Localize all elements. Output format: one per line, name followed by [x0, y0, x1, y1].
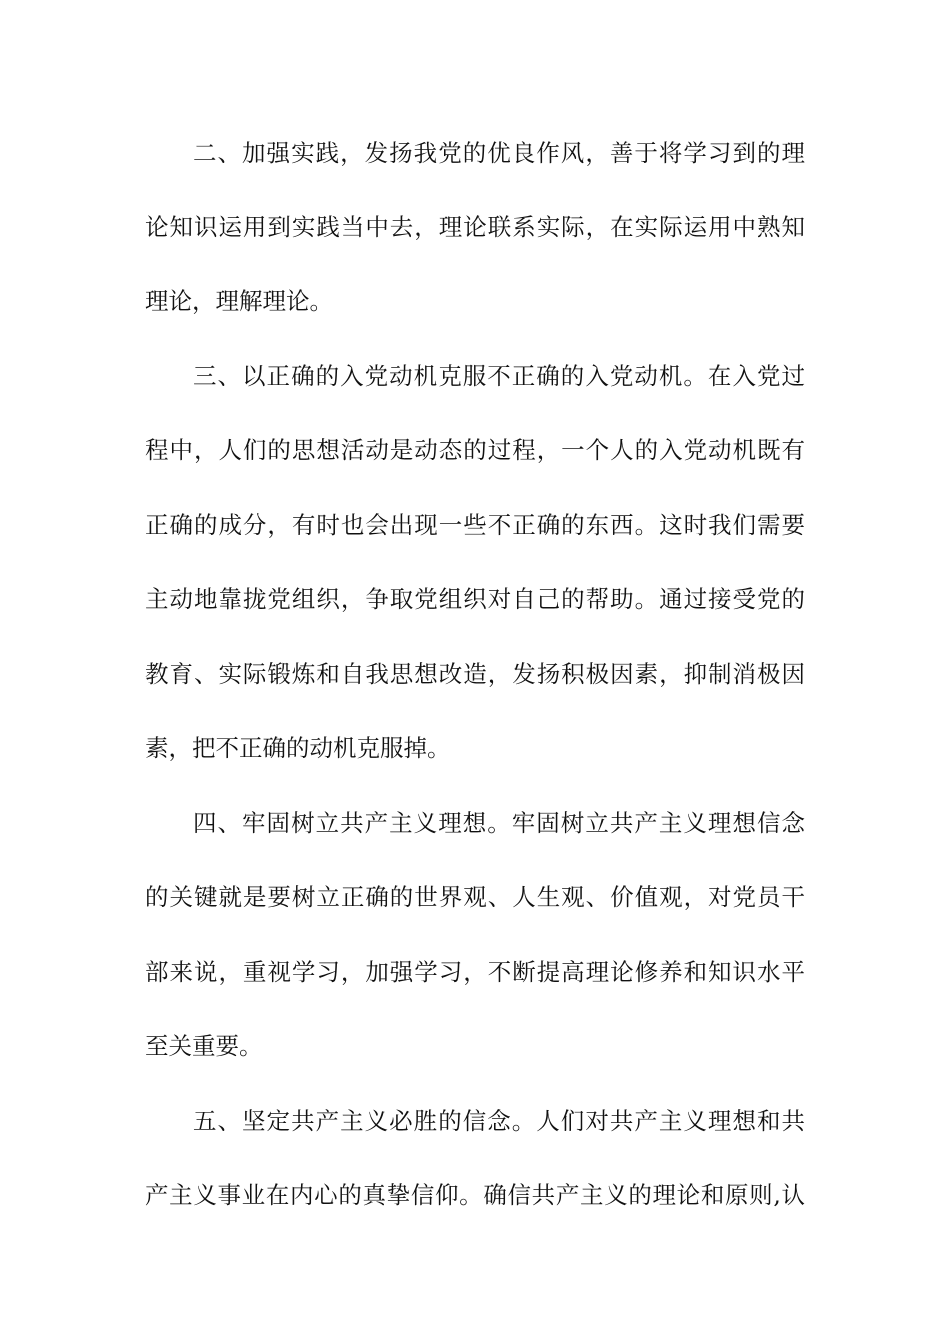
- paragraph-3-line-3: 正确的成分，有时也会出现一些不正确的东西。这时我们需要: [145, 511, 805, 539]
- paragraph-5-line-2: 产主义事业在内心的真挚信仰。确信共产主义的理论和原则,认: [145, 1181, 805, 1209]
- paragraph-4-line-1: 四、牢固树立共产主义理想。牢固树立共产主义理想信念: [193, 809, 805, 837]
- paragraph-2-line-1: 二、加强实践，发扬我党的优良作风，善于将学习到的理: [193, 139, 805, 167]
- paragraph-3-line-1: 三、以正确的入党动机克服不正确的入党动机。在入党过: [193, 362, 805, 390]
- paragraph-3-line-5: 教育、实际锻炼和自我思想改造，发扬积极因素，抑制消极因: [145, 660, 805, 688]
- paragraph-3-line-4: 主动地靠拢党组织，争取党组织对自己的帮助。通过接受党的: [145, 585, 805, 613]
- paragraph-4-line-4: 至关重要。: [145, 1032, 263, 1060]
- paragraph-2-line-2: 论知识运用到实践当中去，理论联系实际，在实际运用中熟知: [145, 213, 805, 241]
- paragraph-4-line-2: 的关键就是要树立正确的世界观、人生观、价值观，对党员干: [145, 883, 805, 911]
- paragraph-3-line-6: 素，把不正确的动机克服掉。: [145, 734, 451, 762]
- paragraph-4-line-3: 部来说，重视学习，加强学习，不断提高理论修养和知识水平: [145, 958, 805, 986]
- paragraph-2-line-3: 理论，理解理论。: [145, 287, 333, 315]
- paragraph-3-line-2: 程中，人们的思想活动是动态的过程，一个人的入党动机既有: [145, 436, 805, 464]
- paragraph-5-line-1: 五、坚定共产主义必胜的信念。人们对共产主义理想和共: [193, 1107, 805, 1135]
